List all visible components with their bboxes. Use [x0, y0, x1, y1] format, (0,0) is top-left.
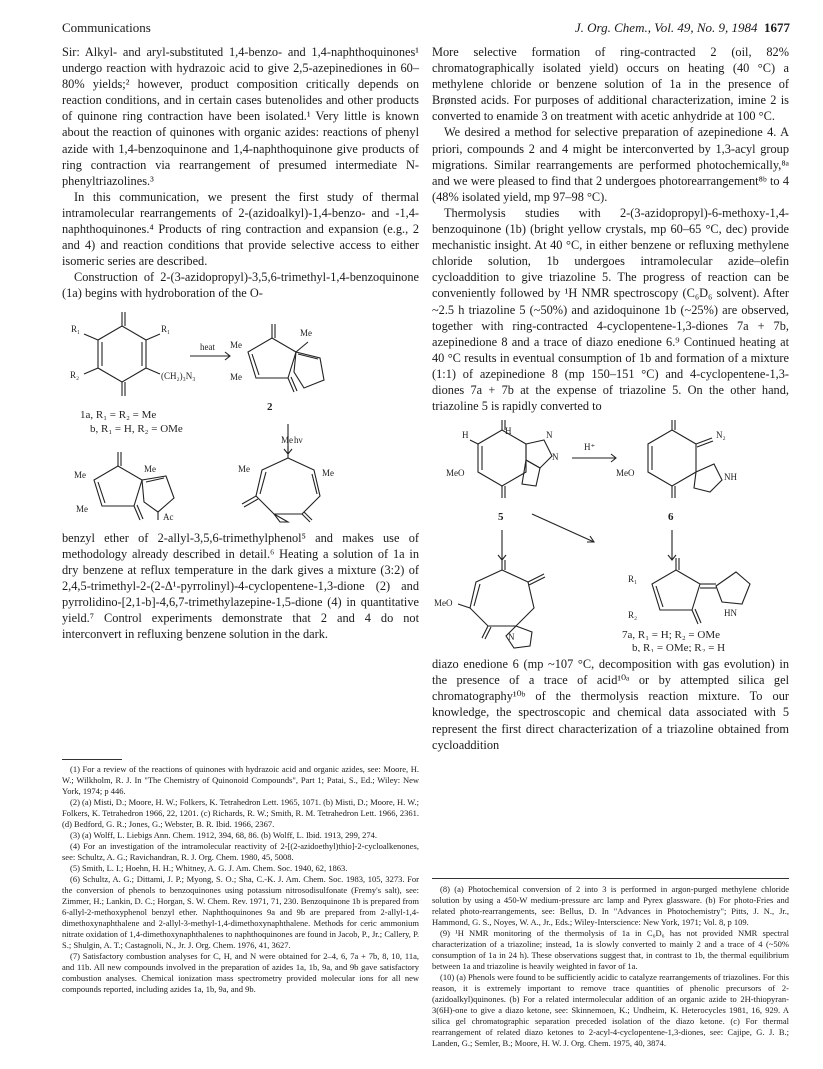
label-nh: NH — [724, 472, 737, 483]
label-meo-8: MeO — [434, 598, 453, 609]
paragraph-heating: benzyl ether of 2-allyl-3,5,6-trimethylphenol⁵ and makes use of methodology already described in detail.⁶ Heating a solution of 1a in dry benzene at reflux temperature in the dark gives a mixture (3:2) of 2,4,5-trimethyl-2-(2-Δ¹-pyrrolinyl)-4-cyclopentene-1,3-dione (2) and pyrrolidino-[2,1-b]-4,6,7-trimethylazepine-1,5-dione (4) in quantitative yield.⁷ Control experiments demonstrate that 2 and 4 do not interconvert in refluxing benzene solution in the dark. — [62, 530, 419, 642]
label-r1-7: R₁ — [628, 574, 638, 585]
footnote-9: (9) ¹H NMR monitoring of the thermolysis of 1a in C₆D₆ has not provided NMR spectral characterization of a triazoline; instead, 1a is slowly converted to mainly 2 and a trace of 4 (~50% consumption of 1a in 24 h). These observations suggest that, in contrast to 1b, the thermal equilibrium between 1a and triazoline is heavily weighted in favor of 1a. — [432, 928, 789, 971]
label-n-5b: N — [552, 452, 559, 463]
label-azide-chain: (CH₂)₃N₃ — [161, 370, 196, 381]
paragraph-selective: More selective formation of ring-contracted 2 (oil, 82% chromatographically isolated yield) occurs on heating (40 °C) a methylene chloride or benzene solution of 1a in the presence of Brønsted acids. For purposes of additional characterization, imine 2 is converted to enamide 3 on treatment with acetic anhydride at 100 °C. — [432, 45, 789, 124]
footnotes-left — [62, 764, 419, 995]
label-n2: N₂ — [716, 430, 726, 441]
page-number: 1677 — [764, 20, 790, 35]
left-column — [62, 44, 419, 642]
footnote-3: (3) (a) Wolff, L. Liebigs Ann. Chem. 1912, 394, 68, 86. (b) Wolff, L. Ibid. 1913, 299, 274. — [70, 830, 378, 840]
right-column — [432, 44, 789, 753]
paragraph-azepinedione: We desired a method for selective preparation of azepinedione 4. A priori, compounds 2 and 4 might be interconverted by 1,3-acyl group migrations. Similar rearrangements are performed photochemically,⁸ᵃ and we were pleased to find that 2 undergoes photorearrangement⁸ᵇ to 4 (48% isolated yield, mp 97–98 °C). — [432, 125, 789, 204]
footnote-2: (2) (a) Misti, D.; Moore, H. W.; Folkers, K. Tetrahedron Lett. 1965, 1071. (b) Misti, D.; Moore, H. W.; Folkers, K. Tetrahedron 1966, 22, 1201. (c) Richards, R. W.; Smith, R. M. Tetrahedron Lett. 1966, 2361. (d) Bedford, G. R.; Jones, G.; Webster, B. R. Ibid. 1966, 2367. — [62, 797, 419, 829]
footnotes-right — [432, 884, 789, 1049]
label-n-5a: N — [546, 430, 553, 441]
paragraph-thermolysis: Thermolysis studies with 2-(3-azidopropyl)-6-methoxy-1,4-benzoquinone (1b) (bright yellow crystals, mp 60–65 °C, dec) provide mechanistic insight. At 40 °C, in either benzene or refluxing methylene chloride solution, 1b undergoes intramolecular azide–olefin cycloaddition to give triazoline 5. The progress of reaction can be conveniently followed by ¹H NMR spectroscopy (C₆D₆ solvent). After ~2.5 h triazoline 5 (~50%) and azidoquinone 1b (~25%) are observed, together with ring-contracted 4-cyclopentene-1,3-diones 7a + 7b, azepinedione 8 and a trace of diazo enedione 6.⁹ Continued heating at 40 °C results in eventual consumption of 1b and formation of a mixture (1:1) of azepinedione 8 (mp 150–151 °C) and 4-cyclopentene-1,3-diones 7a + 7b at the expense of triazoline 5. On the other hand, triazoline 5 is rapidly converted to — [432, 205, 789, 414]
label-hplus: H⁺ — [584, 442, 596, 453]
paragraph-diazo: diazo enedione 6 (mp ~107 °C, decomposition with gas evolution) in the presence of a trace of acid¹⁰ᵃ or by attempted silica gel chromatography¹⁰ᵇ of the thermolysis reaction mixture. To our knowledge, the spectroscopic and chemical data associated with 5 represent the first direct characterization of a triazoline obtained from cycloaddition — [432, 657, 789, 752]
compound-number-2: 2 — [267, 400, 273, 413]
footnote-1: (1) For a review of the reactions of quinones with hydrazoic acid and organic azides, see: Moore, H. W.; Wilkholm, R. J. In "The Chemistry of Quinonoid Compounds", Part 1; Patai, S., Ed.; Wiley: New York, 1974; p 446. — [62, 764, 419, 796]
label-heat: heat — [200, 341, 215, 352]
label-me-4b: Me — [238, 463, 250, 474]
footnote-rule-left — [62, 759, 122, 760]
label-n-8: N — [508, 632, 515, 643]
label-me-4a: Me — [281, 434, 293, 445]
label-me-2a: Me — [230, 339, 242, 350]
footnote-rule-right — [432, 878, 789, 879]
footnote-8: (8) (a) Photochemical conversion of 2 into 3 is performed in argon-purged methylene chloride solution by using a 450-W medium-pressure arc lamp and Pyrex glassware. (b) For photo-Fries and related photo-rearrangements, see: Bellus, D. In "Advances in Photochemistry"; Pitts, J. N., Jr., Hammond, G. S., Noyes, W. A., Jr., Eds.; Wiley-Interscience: New York, 1971; Vol. 8, p 109. — [432, 884, 789, 927]
label-h-5b: H — [505, 426, 512, 437]
label-hv: hν — [294, 434, 303, 445]
label-7a: 7a, R₁ = H; R₂ = OMe — [622, 629, 720, 642]
label-me-3c: Me — [76, 503, 88, 514]
label-h-5: H — [462, 430, 469, 441]
label-r1-left: R₁ — [71, 323, 81, 334]
footnote-10: (10) (a) Phenols were found to be sufficiently acidic to catalyze rearrangements of triazolines. For this reason, it is extremely important to remove trace quantities of phenolic precursors of 2-(azidoalkyl)quinones. (b) For a related intermolecular addition of an organic azide to 2H-thiopyran-3(6H)-one to give a diazo ketone, see: Skinnemoen, K.; Undheim, K. Heterocycles 1981, 16, 929. A silica gel chromatographic separation preceded isolation of the diazo ketone. (c) For thermal rearrangement of related diazo ketones to 2-acyl-4-cyclopentene-1,3-diones, see: Cajipe, G. J. B.; Landen, G.; Semler, B.; Moore, H. W. J. Org. Chem. 1975, 40, 3874. — [432, 972, 789, 1048]
footnote-5: (5) Smith, L. I.; Hoehn, H. H.; Whitney, A. G. J. Am. Chem. Soc. 1940, 62, 1863. — [70, 863, 348, 873]
journal-citation: J. Org. Chem., Vol. 49, No. 9, 1984 — [574, 20, 758, 35]
compound-number-5: 5 — [498, 511, 504, 524]
label-r2-7: R₂ — [628, 610, 638, 621]
label-meo-6: MeO — [616, 468, 635, 479]
label-r2: R₂ — [70, 369, 80, 380]
footnote-6: (6) Schultz, A. G.; Dittami, J. P.; Myong, S. O.; Sha, C.-K. J. Am. Chem. Soc. 1983, 105, 3273. For the conversion of phenols to benzoquinones using potassium nitrosodisulfonate (Fremy's salt), see: Zimmer, H.; Lankin, D. C.; Horgan, S. W. Chem. Rev. 1971, 71, 230. Benzoquinone 1b is prepared from 6-allyl-2-methoxyphenol benzyl ether. Naphthoquinones 9a and 9b are prepared from 2-allyl-1,4-dimethoxynaphthalene and 2-allyl-3-methyl-1,4-dimethoxynaphthalene. Methods for ceric ammonium nitrate oxidation of 1,4-dimethoxynaphthalenes to naphthoquinones are found in Jacob, P., Jr.; Callery, P. S.; Shulgin, A. T.; Castagnoli, N., Jr. J. Org. Chem. 1976, 41, 3627. — [62, 874, 419, 950]
label-me-4c: Me — [322, 467, 334, 478]
label-1b: b, R₁ = H, R₂ = OMe — [90, 422, 183, 435]
label-me-2c: Me — [230, 371, 242, 382]
paragraph-construction: Construction of 2-(3-azidopropyl)-3,5,6-trimethyl-1,4-benzoquinone (1a) begins with hydroboration of the O- — [62, 270, 419, 301]
running-header-section: Communications — [62, 20, 151, 35]
label-me-3a: Me — [74, 469, 86, 480]
running-header-journal — [575, 20, 790, 36]
footnote-4: (4) For an investigation of the intramolecular reactivity of 2-[(2-azidoethyl)thio]-2-cycloalkenones, see: Schultz, A. G.; Ravichandran, R. J. Org. Chem. 1980, 45, 5008. — [62, 841, 419, 862]
paragraph-study: In this communication, we present the first study of thermal intramolecular rearrangements of 2-(azidoalkyl)-1,4-benzo- and -1,4-naphthoquinones.⁴ Products of ring contraction and expansion (e.g., 2 and 4) and reaction conditions that provide selective access to either isomeric series are described. — [62, 189, 419, 269]
label-me-2b: Me — [300, 327, 312, 338]
label-7b: b, R₁ = OMe; R₂ = H — [632, 642, 726, 653]
compound-number-6: 6 — [668, 511, 674, 524]
scheme-1-structures — [62, 306, 419, 524]
footnote-7: (7) Satisfactory combustion analyses for C, H, and N were obtained for 2–4, 6, 7a + 7b, 8, 10, 11a, and 11b. All new compounds involved in the preparation of azides 1a, 1b, 9a, and 9b gave satisfactory combustion analyses. Chemical ionization mass spectrometry provided molecular ions for all new compounds reported, including azides 1a, 1b, 9a, and 9b. — [62, 951, 419, 994]
label-meo-5: MeO — [446, 468, 465, 479]
label-me-3b: Me — [144, 463, 156, 474]
label-1a: 1a, R₁ = R₂ = Me — [80, 408, 157, 421]
label-hn: HN — [724, 608, 737, 619]
scheme-2-structures — [432, 420, 789, 652]
label-ac: Ac — [163, 511, 174, 522]
paragraph-intro: Sir: Alkyl- and aryl-substituted 1,4-benzo- and 1,4-naphthoquinones¹ undergo reaction with hydrazoic acid to give 2,5-azepinediones in 60–80% yields;² however, product composition critically depends on reaction conditions, and in certain cases butenolides and other products of quinone ring contraction have been isolated.¹ Very little is known about the reaction of quinones with organic azides: reactions of phenyl azide with 1,4-benzoquinone and 1,4-naphthoquinone give products of ring contraction via rearrangement of presumed intermediate N-phenyltriazolines.³ — [62, 45, 419, 188]
label-r1-right: R₁ — [161, 323, 171, 334]
